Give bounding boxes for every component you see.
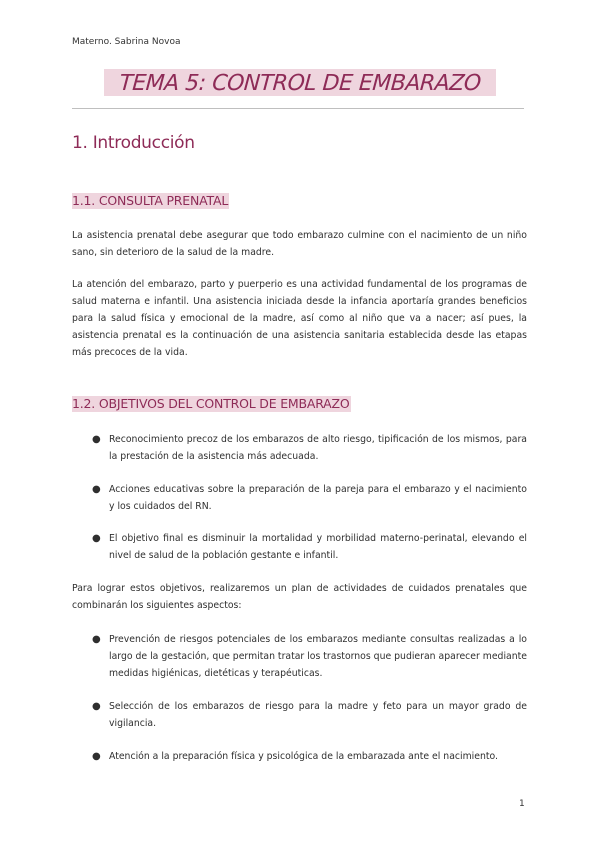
list-item-text: Atención a la preparación física y psicológica de la embarazada ante el nacimiento. xyxy=(109,751,498,762)
paragraph: La asistencia prenatal debe asegurar que todo embarazo culmine con el nacimiento de un niño sano, sin deterioro de la salud de la madre. xyxy=(72,230,527,258)
bullet-icon: ● xyxy=(92,751,101,762)
bullet-icon: ● xyxy=(92,634,101,645)
list-item-text: Selección de los embarazos de riesgo para la madre y feto para un mayor grado de vigilancia. xyxy=(109,701,527,729)
bullet-icon: ● xyxy=(92,533,101,544)
paragraph: La atención del embarazo, parto y puerperio es una actividad fundamental de los programas de salud materna e infantil. Una asistencia iniciada desde la infancia aportaría grandes beneficios para la salud física y emocional de la madre, así como al niño que va a nacer; así pues, la asistencia prenatal es la continuación de una asistencia sanitaria establecida desde las etapas más precoces de la vida. xyxy=(72,279,527,358)
bullet-icon: ● xyxy=(92,484,101,495)
section-heading-introduccion: 1. Introducción xyxy=(72,133,195,153)
subsection-heading-consulta-prenatal xyxy=(72,192,229,209)
list-item-text: El objetivo final es disminuir la mortalidad y morbilidad materno-perinatal, elevando el nivel de salud de la población gestante e infantil. xyxy=(109,533,527,561)
document-title: TEMA 5: CONTROL DE EMBARAZO xyxy=(118,71,482,96)
list-item-text: Reconocimiento precoz de los embarazos de alto riesgo, tipificación de los mismos, para la prestación de la asistencia más adecuada. xyxy=(109,434,527,462)
title-divider xyxy=(72,108,524,109)
subsection-heading-objetivos xyxy=(72,395,351,412)
bullet-icon: ● xyxy=(92,701,101,712)
list-item-text: Acciones educativas sobre la preparación de la pareja para el embarazo y el nacimiento y los cuidados del RN. xyxy=(109,484,527,512)
page-header-author: Materno. Sabrina Novoa xyxy=(72,37,181,47)
paragraph: Para lograr estos objetivos, realizaremos un plan de actividades de cuidados prenatales que combinarán los siguientes aspectos: xyxy=(72,583,527,611)
bullet-icon: ● xyxy=(92,434,101,445)
list-item-text: Prevención de riesgos potenciales de los embarazos mediante consultas realizadas a lo largo de la gestación, que permitan tratar los trastornos que pudieran aparecer mediante medidas higiénicas, dietéticas y terapéuticas. xyxy=(109,634,527,679)
subsection-heading-text: 1.1. CONSULTA PRENATAL xyxy=(72,193,229,208)
subsection-heading-text: 1.2. OBJETIVOS DEL CONTROL DE EMBARAZO xyxy=(72,396,350,411)
page-number: 1 xyxy=(519,799,525,809)
